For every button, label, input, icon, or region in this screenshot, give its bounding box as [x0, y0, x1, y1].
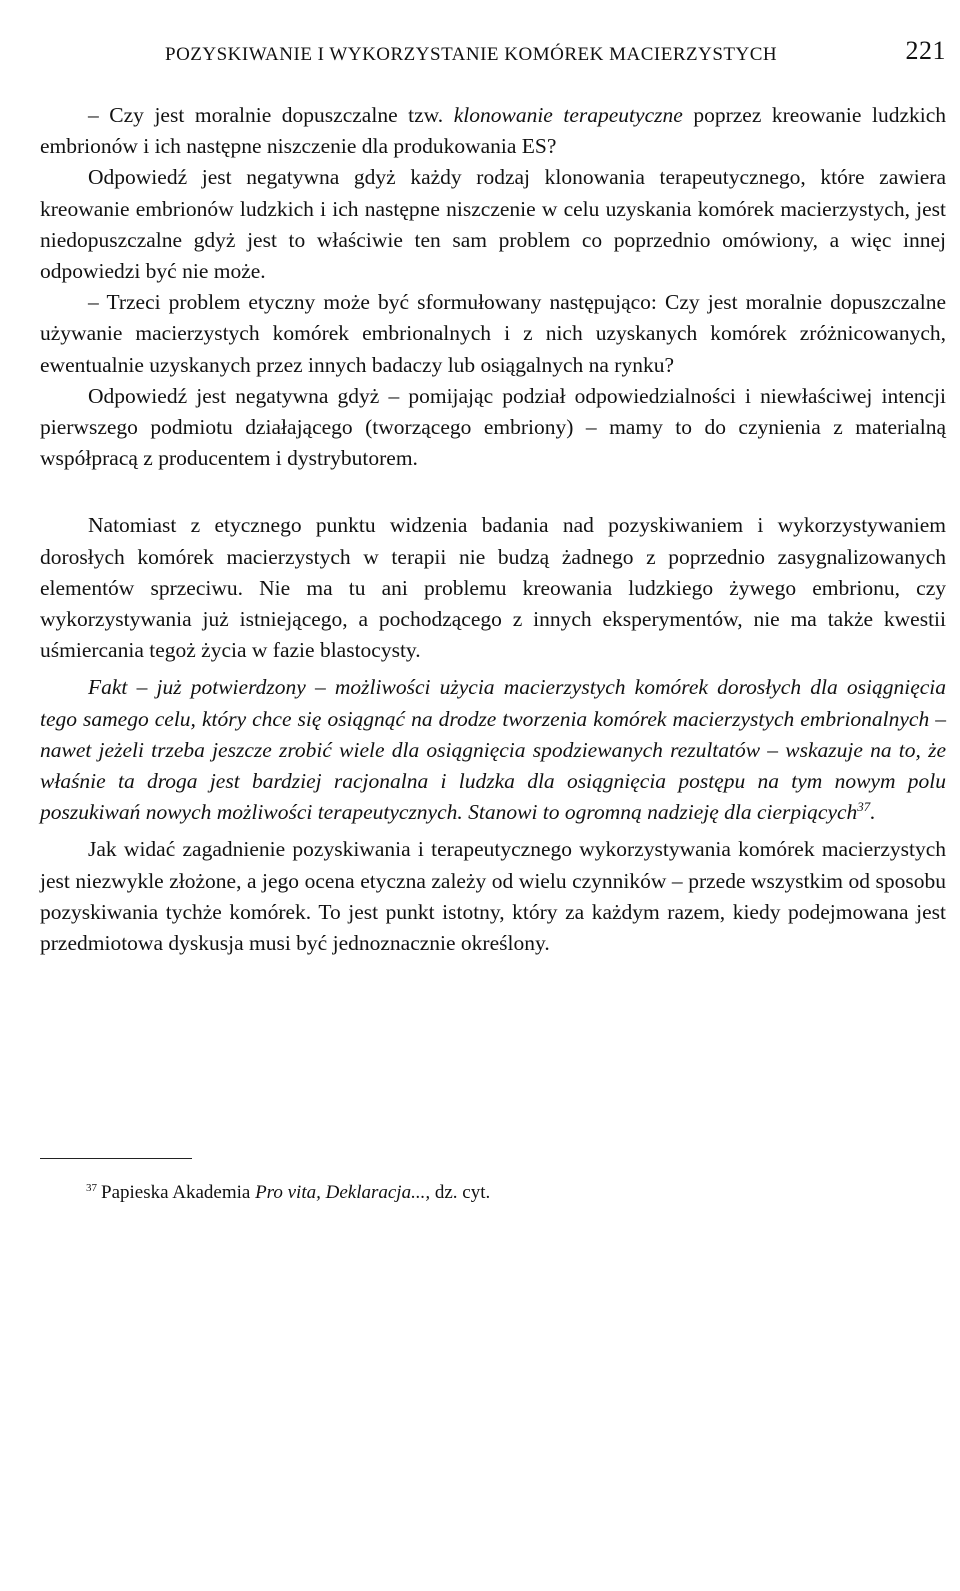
footnote-number: 37 [86, 1181, 97, 1194]
paragraph-4: Odpowiedź jest negatywna gdyż – pomijając podział odpowiedzialności i niewłaściwej intencji pierwszego podmiotu działającego (tworzącego embriony) – mamy to do czynienia z materialną współpracą z producentem i dystrybutorem. [40, 383, 946, 471]
body-text [40, 100, 946, 959]
footnote-reference[interactable]: 37 [857, 799, 871, 815]
footnote-text-a: Papieska Akademia [101, 1182, 256, 1203]
paragraph-6-end: . [870, 800, 876, 825]
paragraph-6-text: Fakt – już potwierdzony – możliwości użycia macierzystych komórek dorosłych dla osiągnięcia tego samego celu, który chce się osiągnąć na drodze tworzenia komórek macierzystych embrionalnych – nawet jeżeli trzeba jeszcze zrobić wiele dla osiągnięcia spodziewanych rezultatów – wskazuje na to, że właśnie ta droga jest bardziej racjonalna i ludzka dla osiągnięcia postępu na tym nowym polu poszukiwań nowych możliwości terapeutycznych. Stanowi to ogromną nadzieję dla cierpiących [40, 675, 946, 825]
footnote [86, 1180, 490, 1206]
running-head-title: POZYSKIWANIE I WYKORZYSTANIE KOMÓREK MACIERZYSTYCH [165, 44, 778, 65]
running-head [165, 36, 946, 74]
footnote-italic-title: Pro vita, Deklaracja..., [255, 1182, 431, 1203]
page-number: 221 [905, 36, 946, 65]
footnote-text-c: dz. cyt. [430, 1182, 491, 1203]
paragraph-1-italic-term: klonowanie terapeutyczne [453, 103, 683, 127]
paragraph-3: – Trzeci problem etyczny może być sformułowany następująco: Czy jest moralnie dopuszczalne używanie macierzystych komórek embrionalnych i z nich uzyskanych komórek zróżnicowanych, ewentualnie uzyskanych przez innych badaczy lub osiągalnych na rynku? [40, 290, 946, 377]
paragraph-7: Jak widać zagadnienie pozyskiwania i terapeutycznego wykorzystywania komórek macierzystych jest niezwykle złożone, a jego ocena etyczna zależy od wielu czynników – przede wszystkim od sposobu pozyskiwania tychże komórek. To jest punkt istotny, który za każdym razem, kiedy podejmowana jest przedmiotowa dyskusja musi być jednoznacznie określony. [40, 837, 946, 956]
paragraph-1-text-c: poprzez kreowanie ludzkich embrionów i ich następne niszczenie dla produkowania ES? [40, 103, 947, 159]
paragraph-5: Natomiast z etycznego punktu widzenia badania nad pozyskiwaniem i wykorzystywaniem dorosłych komórek macierzystych w terapii nie budzą żadnego z poprzednio zasygnalizowanych elementów sprzeciwu. Nie ma tu ani problemu kreowania ludzkiego żywego embrionu, czy wykorzystywania już istniejącego, a pochodzącego z innych eksperymentów, nie ma także kwestii uśmiercania tegoż życia w fazie blastocysty. [40, 513, 946, 663]
paragraph-6 [40, 672, 946, 828]
paragraph-2: Odpowiedź jest negatywna gdyż każdy rodzaj klonowania terapeutycznego, które zawiera kreowanie embrionów ludzkich i ich następne niszczenie w celu uzyskania komórek macierzystych, jest niedopuszczalne gdyż jest to właściwie ten sam problem co poprzednio omówiony, a więc innej odpowiedzi być nie może. [40, 165, 946, 284]
paragraph-1-text-a: – Czy jest moralnie dopuszczalne tzw. [88, 103, 454, 127]
paragraph-1 [40, 100, 946, 162]
footnote-divider [40, 1158, 192, 1159]
